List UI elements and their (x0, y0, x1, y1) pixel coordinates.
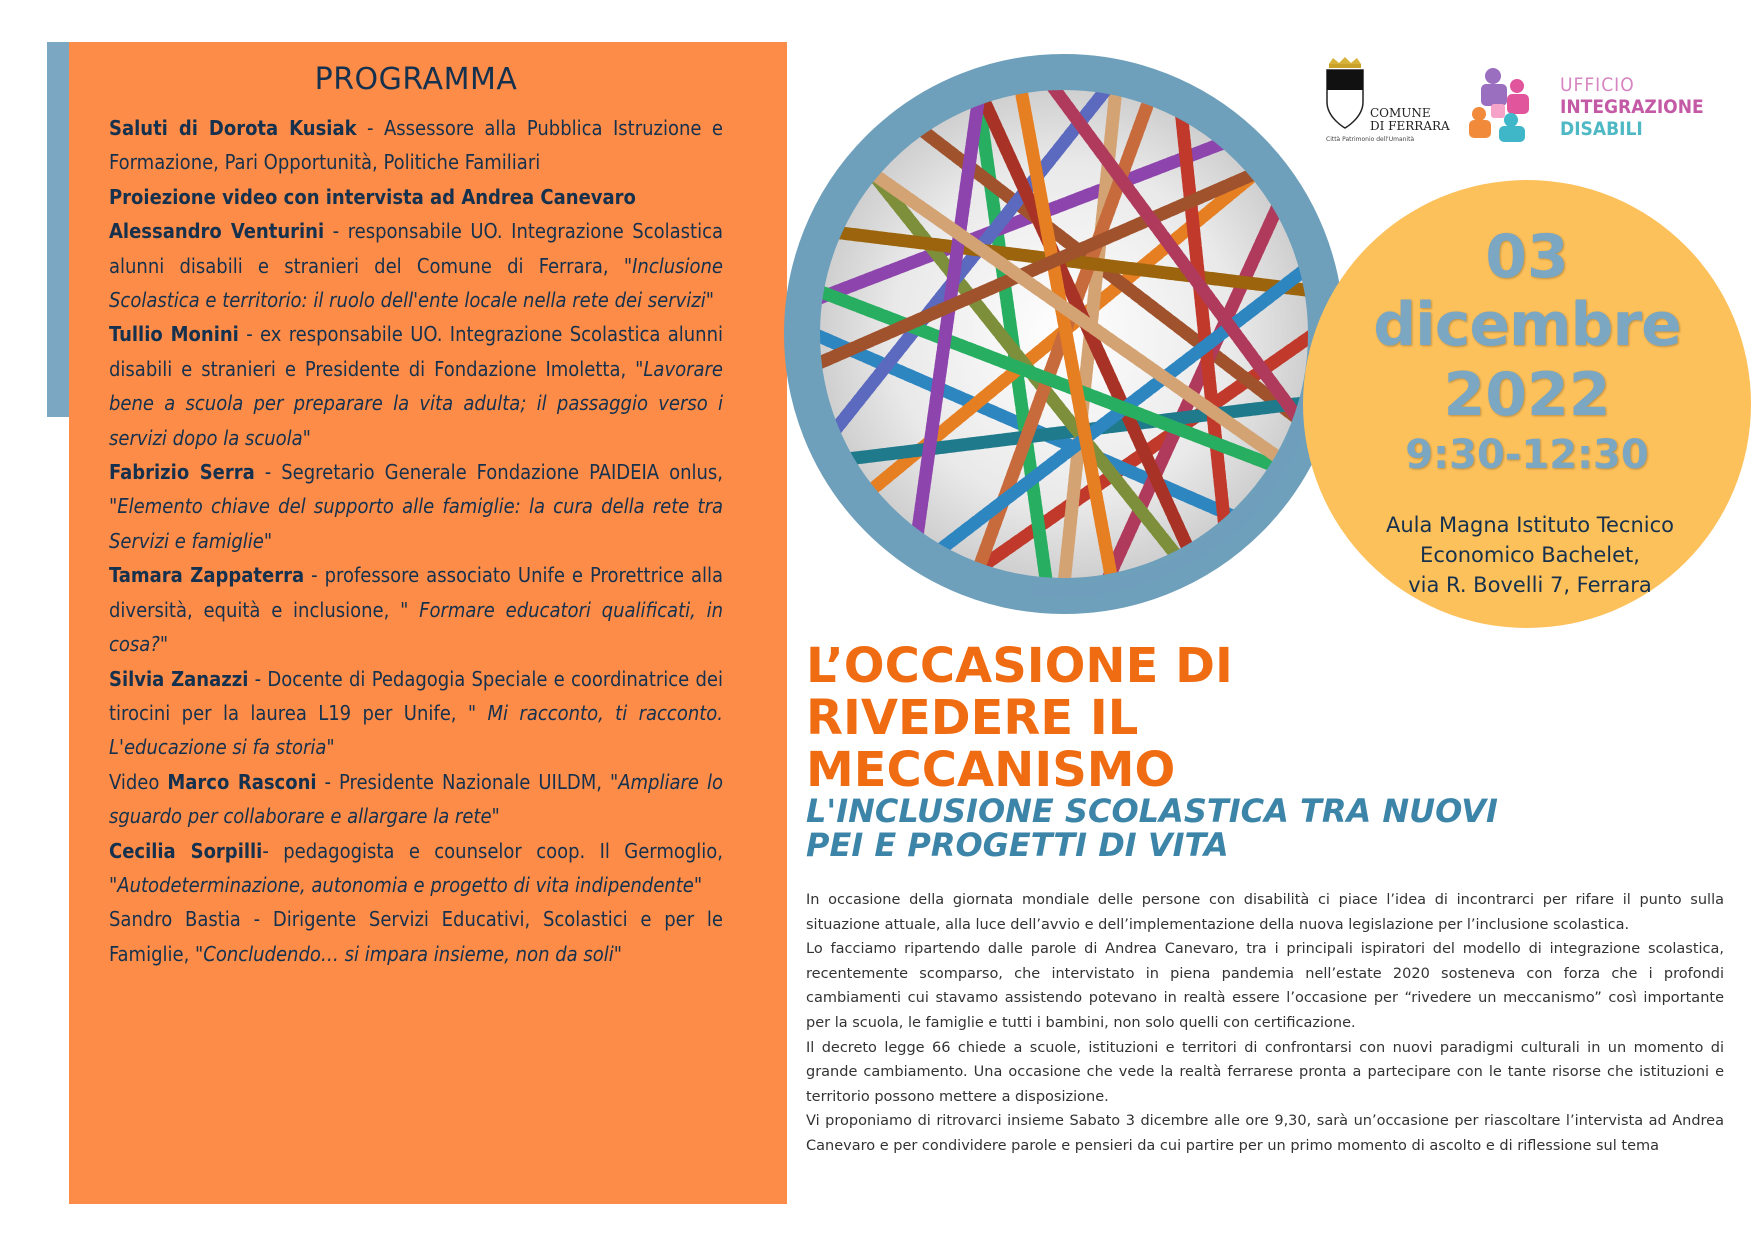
programma-speaker: Fabrizio Serra (109, 460, 255, 485)
programma-speaker: Alessandro Venturini (109, 219, 325, 244)
body-paragraph-4: Vi proponiamo di ritrovarci insieme Sabato 3 dicembre alle ore 9,30, sarà un’occasione per riascoltare l’intervista ad Andrea Canevaro e per condividere parole e pensieri da cui partire per un primo momento di ascolto e di riflessione sul tema (806, 1113, 1724, 1154)
programma-item (109, 317, 723, 455)
programma-talk-title: "Lavorare bene a scuola per preparare la vita adulta; il passaggio verso i servizi dopo la scuola" (109, 356, 723, 450)
ufficio-integrazione-disabili-text (1560, 74, 1704, 140)
uid-line1: UFFICIO (1560, 74, 1635, 96)
venue-line1: Aula Magna Istituto Tecnico (1386, 513, 1674, 537)
programma-list (109, 111, 723, 971)
programma-title: PROGRAMMA (314, 62, 518, 97)
programma-role: - Assessore alla Pubblica Istruzione e Formazione, Pari Opportunità, Politiche Familiari (109, 116, 723, 175)
body-paragraph-1: In occasione della giornata mondiale delle persone con disabilità ci piace l’idea di incontrarci per rifare il punto sulla situazione attuale, alla luce dell’avvio e dell’implementazione della nuova legislazione per l’inclusione scolastica. (806, 892, 1724, 933)
programma-item (109, 765, 723, 834)
uid-line3: DISABILI (1560, 118, 1643, 140)
programma-role: Sandro Bastia - Dirigente Servizi Educativi, Scolastici e per le Famiglie, (109, 907, 723, 966)
programma-talk-title: Autodeterminazione, autonomia e progetto di vita indipendente (117, 872, 694, 897)
ropes-ring-image (772, 42, 1356, 626)
event-year: 2022 (1443, 360, 1611, 430)
programma-item (109, 111, 723, 180)
venue-line3: via R. Bovelli 7, Ferrara (1408, 573, 1652, 597)
programma-item-prefix: Video (109, 769, 168, 794)
main-title: L’OCCASIONE DI RIVEDERE IL MECCANISMO (806, 638, 1233, 798)
uid-line2: INTEGRAZIONE (1560, 96, 1704, 118)
programma-talk-title: "Ampliare lo sguardo per collaborare e allargare la rete" (109, 769, 723, 829)
programma-role: - pedagogista e counselor coop. Il Germoglio, " (109, 838, 724, 897)
programma-speaker: Tamara Zappaterra (109, 563, 305, 588)
programma-item (109, 455, 723, 558)
programma-talk-title: "Inclusione Scolastica e territorio: il ruolo dell'ente locale nella rete dei servizi" (109, 253, 723, 313)
programma-item (109, 662, 723, 765)
programma-item (109, 180, 723, 214)
programma-talk-title: Mi racconto, ti racconto. L'educazione si fa storia" (109, 700, 723, 760)
programma-speaker: Proiezione video con intervista ad Andrea Canevaro (109, 184, 636, 209)
programma-talk-title: Formare educatori qualificati, in cosa?" (109, 597, 723, 657)
comune-line1: COMUNE (1370, 106, 1431, 120)
programma-role: - Docente di Pedagogia Speciale e coordinatrice dei tirocini per la laurea L19 per Unife, " (109, 666, 723, 725)
programma-item (109, 902, 723, 971)
body-paragraph-3: Il decreto legge 66 chiede a scuole, istituzioni e territori di confrontarsi con nuovi paradigmi culturali in un momento di grande cambiamento. Una occasione che vede la realtà ferrarese pronta a partecipare con le tante risorse che istituzioni e territorio possono mettere a disposizione. (806, 1039, 1724, 1105)
event-day: 03 (1485, 222, 1569, 292)
programma-speaker: Silvia Zanazzi (109, 666, 249, 691)
programma-role: - responsabile UO. Integrazione Scolastica alunni disabili e stranieri del Comune di Ferrara, (109, 219, 723, 278)
programma-role: - Segretario Generale Fondazione PAIDEIA onlus, (254, 460, 723, 485)
programma-item (109, 214, 723, 317)
blue-accent-strip (47, 42, 71, 417)
body-paragraph-2: Lo facciamo ripartendo dalle parole di Andrea Canevaro, tra i principali ispiratori del modello di integrazione scolastica, recentemente scomparso, che intervistato in piena pandemia nell’estate 2020 sosteneva con forza che i profondi cambiamenti cui stavamo assistendo potevano in realtà essere l’occasione per “rivedere un meccanismo” così importante per la scuola, le famiglie e tutti i bambini, non solo quelli con certificazione. (806, 941, 1724, 1031)
programma-speaker: Tullio Monini (109, 322, 239, 347)
programma-speaker: Saluti di Dorota Kusiak (109, 116, 357, 140)
comune-sub: Città Patrimonio dell'Umanità (1326, 136, 1415, 143)
venue-line2: Economico Bachelet, (1420, 543, 1640, 567)
comune-line2: DI FERRARA (1370, 119, 1450, 133)
event-time: 9:30-12:30 (1405, 432, 1649, 478)
programma-role: - Presidente Nazionale UILDM, (316, 769, 610, 794)
programma-role: - ex responsabile UO. Integrazione Scolastica alunni disabili e stranieri e Presidente di Fondazione Imoletta, (109, 322, 723, 381)
comune-text (1370, 107, 1450, 133)
programma-role: - professore associato Unife e Prorettrice alla diversità, equità e inclusione, " (109, 563, 723, 622)
programma-panel (69, 42, 787, 1204)
programma-speaker: Marco Rasconi (167, 769, 317, 794)
programma-item (109, 558, 723, 661)
event-venue (1340, 510, 1720, 600)
programma-talk-title: "Elemento chiave del supporto alle famiglie: la cura della rete tra Servizi e famiglie" (109, 494, 723, 553)
subtitle: L'INCLUSIONE SCOLASTICA TRA NUOVI PEI E PROGETTI DI VITA (806, 792, 1498, 864)
programma-item-suffix: " (693, 872, 703, 897)
programma-item (109, 834, 723, 903)
programma-talk-title: "Concludendo… si impara insieme, non da soli" (195, 941, 623, 966)
event-month: dicembre (1373, 290, 1681, 360)
programma-speaker: Cecilia Sorpilli (109, 838, 263, 863)
body-text (806, 888, 1724, 1159)
